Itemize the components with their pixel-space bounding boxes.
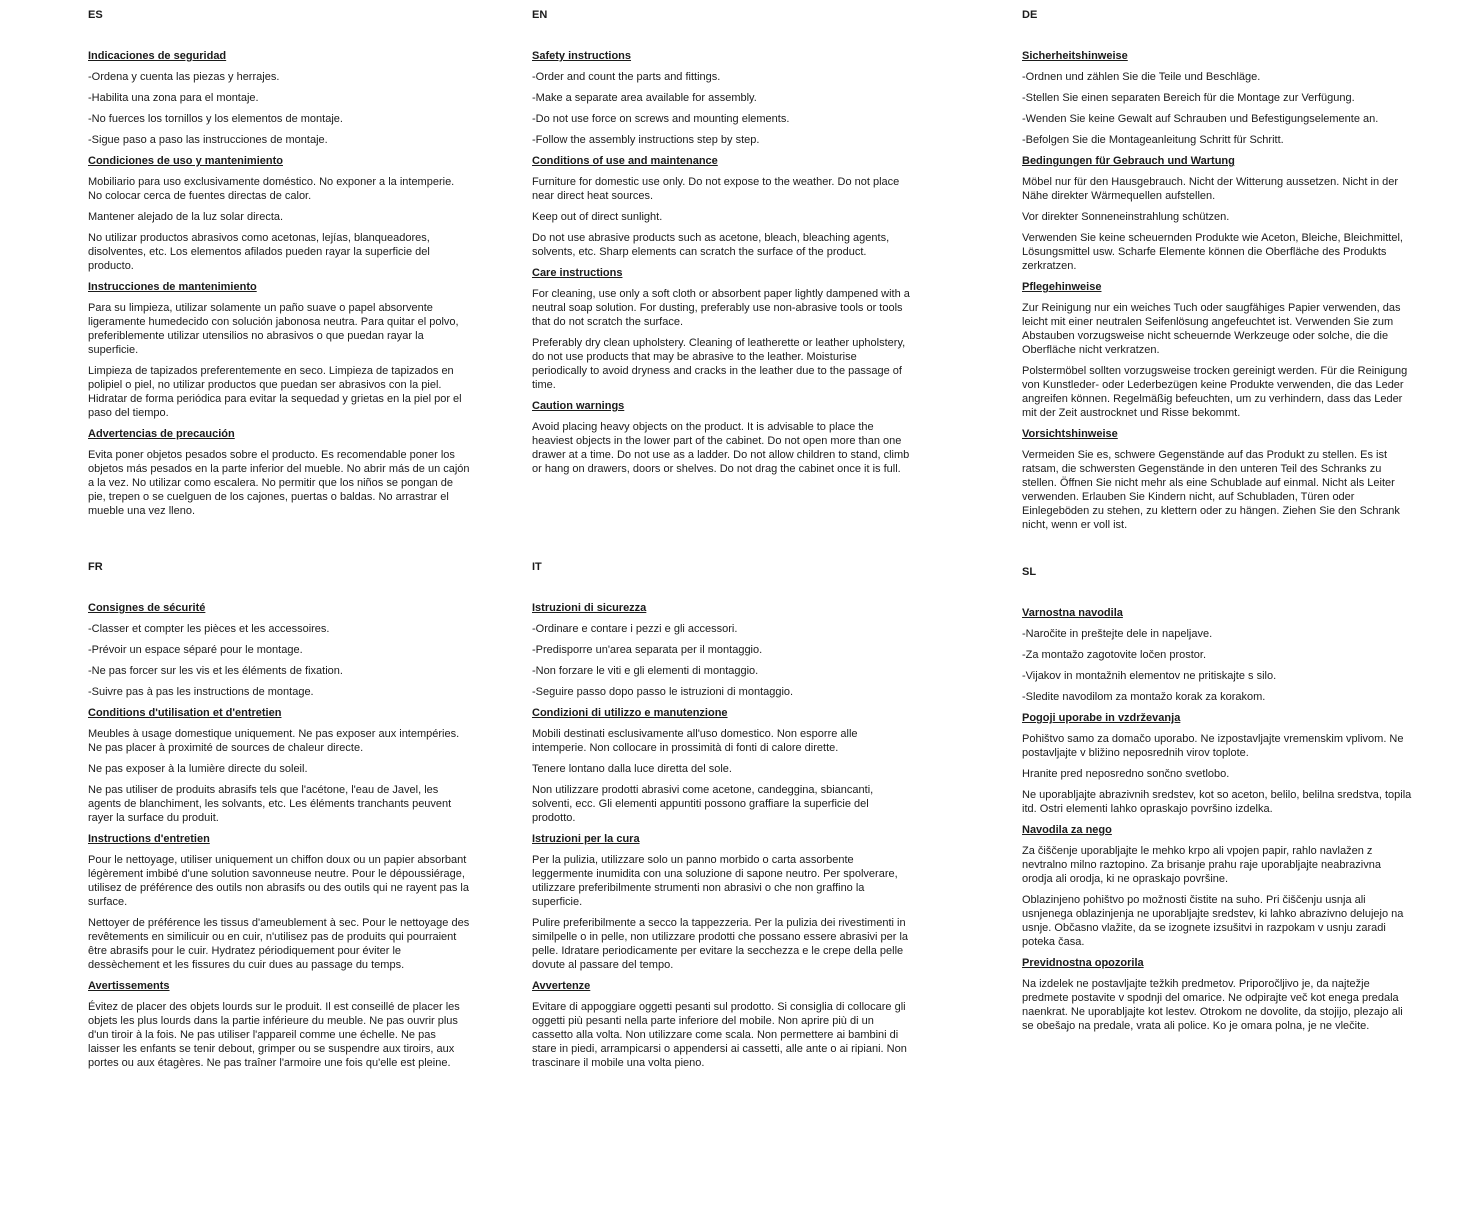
paragraph: -Suivre pas à pas les instructions de montage. — [88, 686, 314, 698]
paragraph: Evitare di appoggiare oggetti pesanti sul prodotto. Si consiglia di collocare gli oggetti più pesanti nella parte inferiore del mobile. Non aprire più di un cassetto alla volta. Non utilizzare come scala. Non permettere ai bambini di stare in piedi, arrampicarsi o appendersi ai cassetti, alle ante o ai ripiani. Non trascinare il mobile una volta pieno. — [532, 1001, 907, 1069]
paragraph: -Za montažo zagotovite ločen prostor. — [1022, 649, 1207, 661]
paragraph: -Sledite navodilom za montažo korak za korakom. — [1022, 691, 1266, 703]
language-label: EN — [532, 9, 548, 21]
paragraph: No utilizar productos abrasivos como acetonas, lejías, blanqueadores, disolventes, etc. Los elementos afilados pueden rayar la superficie del producto. — [88, 232, 430, 272]
section-heading: Consignes de sécurité — [88, 602, 206, 614]
paragraph: Za čiščenje uporabljajte le mehko krpo ali vpojen papir, rahlo navlažen z nevtralno milno raztopino. Za brisanje prahu raje uporabljajte neabrazivna orodja ali orodja, ki ne opraskajo površine. — [1022, 845, 1381, 885]
paragraph: -Follow the assembly instructions step by step. — [532, 134, 760, 146]
paragraph: Verwenden Sie keine scheuernden Produkte wie Aceton, Bleiche, Bleichmittel, Lösungsmittel usw. Scharfe Elemente können die Oberfläche des Produkts zerkratzen. — [1022, 232, 1403, 272]
paragraph: -Vijakov in montažnih elementov ne pritiskajte s silo. — [1022, 670, 1277, 682]
section-heading: Advertencias de precaución — [88, 428, 235, 440]
paragraph: Tenere lontano dalla luce diretta del sole. — [532, 763, 732, 775]
paragraph: -Ordena y cuenta las piezas y herrajes. — [88, 71, 280, 83]
paragraph: Ne pas exposer à la lumière directe du soleil. — [88, 763, 308, 775]
paragraph: Keep out of direct sunlight. — [532, 211, 663, 223]
language-section-es — [88, 8, 470, 525]
paragraph: -Stellen Sie einen separaten Bereich für die Montage zur Verfügung. — [1022, 92, 1355, 104]
paragraph: Limpieza de tapizados preferentemente en seco. Limpieza de tapizados en polipiel o piel, no utilizar productos que puedan ser abrasivos con la piel. Hidratar de forma periódica para evitar la sequedad y grietas en la piel por el paso del tiempo. — [88, 365, 462, 419]
paragraph: -Habilita una zona para el montaje. — [88, 92, 259, 104]
paragraph: Evita poner objetos pesados sobre el producto. Es recomendable poner los objetos más pesados en la parte inferior del mueble. No abrir más de un cajón a la vez. No utilizar como escalera. No permitir que los niños se pongan de pie, trepen o se cuelguen de los cajones, puertas o baldas. No arrastrar el mueble una vez lleno. — [88, 449, 470, 517]
paragraph: Oblazinjeno pohištvo po možnosti čistite na suho. Pri čiščenju usnja ali usnjenega oblazinjenja ne uporabljajte sredstev, ki lahko abrazivno delujejo na usnje. Občasno vlažite, da se izognete izsušitvi in razpokam v usnju zaradi poteka časa. — [1022, 894, 1404, 948]
paragraph: Ne pas utiliser de produits abrasifs tels que l'acétone, l'eau de Javel, les agents de blanchiment, les solvants, etc. Les éléments tranchants peuvent rayer la surface du produit. — [88, 784, 452, 824]
paragraph: Möbel nur für den Hausgebrauch. Nicht der Witterung aussetzen. Nicht in der Nähe direkter Wärmequellen aufstellen. — [1022, 176, 1399, 202]
section-heading: Instrucciones de mantenimiento — [88, 281, 257, 293]
section-heading: Istruzioni per la cura — [532, 833, 640, 845]
section-heading: Safety instructions — [532, 50, 632, 62]
section-heading: Sicherheitshinweise — [1022, 50, 1128, 62]
section-heading: Navodila za nego — [1022, 824, 1112, 836]
section-heading: Instructions d'entretien — [88, 833, 210, 845]
section-heading: Pflegehinweise — [1022, 281, 1102, 293]
section-heading: Vorsichtshinweise — [1022, 428, 1118, 440]
section-heading: Condizioni di utilizzo e manutenzione — [532, 707, 728, 719]
paragraph: Pour le nettoyage, utiliser uniquement un chiffon doux ou un papier absorbant légèrement imbibé d'une solution savonneuse neutre. Pour le dépoussiérage, utilisez de préférence des outils non abrasifs ou des outils qui ne rayent pas la surface. — [88, 854, 469, 908]
paragraph: Polstermöbel sollten vorzugsweise trocken gereinigt werden. Für die Reinigung von Kunstleder- oder Lederbezügen keine Produkte verwenden, die das Leder angreifen können. Regelmäßig befeuchten, um zu verhindern, dass das Leder mit der Zeit austrocknet und Risse bekommt. — [1022, 365, 1408, 419]
paragraph: Nettoyer de préférence les tissus d'ameublement à sec. Pour le nettoyage des revêtements en similicuir ou en cuir, n'utilisez pas de produits qui pourraient être abrasifs pour le cuir. Hydratez périodiquement pour éviter le dessèchement et les fissures du cuir dues au passage du temps. — [88, 917, 470, 971]
language-label: ES — [88, 9, 103, 21]
paragraph: -Prévoir un espace séparé pour le montage. — [88, 644, 303, 656]
paragraph: Hranite pred neposredno sončno svetlobo. — [1022, 768, 1230, 780]
paragraph: -Order and count the parts and fittings. — [532, 71, 721, 83]
paragraph: Furniture for domestic use only. Do not expose to the weather. Do not place near direct heat sources. — [532, 176, 900, 202]
language-label: SL — [1022, 566, 1037, 578]
section-heading: Caution warnings — [532, 400, 625, 412]
paragraph: -Ordinare e contare i pezzi e gli accessori. — [532, 623, 738, 635]
language-section-sl — [1022, 565, 1412, 1040]
language-section-fr — [88, 560, 470, 1077]
paragraph: Do not use abrasive products such as acetone, bleach, bleaching agents, solvents, etc. Sharp elements can scratch the surface of the product. — [532, 232, 890, 258]
paragraph: Mantener alejado de la luz solar directa. — [88, 211, 284, 223]
paragraph: -Predisporre un'area separata per il montaggio. — [532, 644, 763, 656]
language-section-de — [1022, 8, 1412, 539]
paragraph: Mobiliario para uso exclusivamente doméstico. No exponer a la intemperie. No colocar cerca de fuentes directas de calor. — [88, 176, 455, 202]
paragraph: Pohištvo samo za domačo uporabo. Ne izpostavljajte vremenskim vplivom. Ne postavljajte v bližino neposrednih virov toplote. — [1022, 733, 1404, 759]
language-section-it — [532, 560, 914, 1077]
paragraph: -Seguire passo dopo passo le istruzioni di montaggio. — [532, 686, 794, 698]
section-heading: Avvertenze — [532, 980, 591, 992]
paragraph: Mobili destinati esclusivamente all'uso domestico. Non esporre alle intemperie. Non collocare in prossimità di fonti di calore dirette. — [532, 728, 858, 754]
section-heading: Bedingungen für Gebrauch und Wartung — [1022, 155, 1235, 167]
section-heading: Conditions d'utilisation et d'entretien — [88, 707, 282, 719]
section-heading: Care instructions — [532, 267, 623, 279]
paragraph: -Ordnen und zählen Sie die Teile und Beschläge. — [1022, 71, 1261, 83]
section-heading: Istruzioni di sicurezza — [532, 602, 647, 614]
paragraph: -Make a separate area available for assembly. — [532, 92, 757, 104]
paragraph: For cleaning, use only a soft cloth or absorbent paper lightly dampened with a neutral soap solution. For dusting, preferably use non-abrasive tools or tools that do not scratch the surface. — [532, 288, 910, 328]
paragraph: Non utilizzare prodotti abrasivi come acetone, candeggina, sbiancanti, solventi, ecc. Gli elementi appuntiti possono graffiare la superficie del prodotto. — [532, 784, 874, 824]
paragraph: -Wenden Sie keine Gewalt auf Schrauben und Befestigungselemente an. — [1022, 113, 1379, 125]
paragraph: Pulire preferibilmente a secco la tappezzeria. Per la pulizia dei rivestimenti in similpelle o in pelle, non utilizzare prodotti che possano essere abrasivi per la pelle. Idratare periodicamente per evitare la secchezza e le crepe della pelle dovute al passare del tempo. — [532, 917, 909, 971]
paragraph: -Classer et compter les pièces et les accessoires. — [88, 623, 330, 635]
paragraph: Para su limpieza, utilizar solamente un paño suave o papel absorvente ligeramente humedecido con solución jabonosa neutra. Para quitar el polvo, preferiblemente utilizar utensilios no abrasivos o que puedan rayar la superficie. — [88, 302, 459, 356]
section-heading: Previdnostna opozorila — [1022, 957, 1144, 969]
section-heading: Indicaciones de seguridad — [88, 50, 227, 62]
paragraph: Avoid placing heavy objects on the product. It is advisable to place the heaviest objects in the lower part of the cabinet. Do not open more than one drawer at a time. Do not use as a ladder. Do not allow children to stand, climb or hang on drawers, doors or shelves. Do not drag the cabinet once it is full. — [532, 421, 910, 475]
paragraph: -Befolgen Sie die Montageanleitung Schritt für Schritt. — [1022, 134, 1284, 146]
paragraph: -Non forzare le viti e gli elementi di montaggio. — [532, 665, 759, 677]
section-heading: Pogoji uporabe in vzdrževanja — [1022, 712, 1181, 724]
section-heading: Condiciones de uso y mantenimiento — [88, 155, 283, 167]
paragraph: Zur Reinigung nur ein weiches Tuch oder saugfähiges Papier verwenden, das leicht mit einer neutralen Seifenlösung angefeuchtet ist. Verwenden Sie zum Abstauben vorzugsweise nicht scheuernde Werkzeuge oder solche, die die Oberfläche nicht verkratzen. — [1022, 302, 1401, 356]
section-heading: Conditions of use and maintenance — [532, 155, 718, 167]
paragraph: -Sigue paso a paso las instrucciones de montaje. — [88, 134, 328, 146]
paragraph: -No fuerces los tornillos y los elementos de montaje. — [88, 113, 343, 125]
language-label: FR — [88, 561, 103, 573]
language-label: IT — [532, 561, 542, 573]
paragraph: -Ne pas forcer sur les vis et les éléments de fixation. — [88, 665, 343, 677]
language-label: DE — [1022, 9, 1038, 21]
paragraph: Na izdelek ne postavljajte težkih predmetov. Priporočljivo je, da najtežje predmete postavite v spodnji del omarice. Ne odpirajte več kot enega predala naenkrat. Ne uporabljajte kot lestev. Otrokom ne dovolite, da stojijo, plezajo ali se obešajo na predale, vrata ali police. Ko je omara polna, je ne vlečite. — [1022, 978, 1403, 1032]
paragraph: Meubles à usage domestique uniquement. Ne pas exposer aux intempéries. Ne pas placer à proximité de sources de chaleur directe. — [88, 728, 460, 754]
paragraph: Preferably dry clean upholstery. Cleaning of leatherette or leather upholstery, do not use products that may be abrasive to the leather. Moisturise periodically to avoid dryness and cracks in the leather due to the passage of time. — [532, 337, 906, 391]
paragraph: Évitez de placer des objets lourds sur le produit. Il est conseillé de placer les objets les plus lourds dans la partie inférieure du meuble. Ne pas ouvrir plus d'un tiroir à la fois. Ne pas utiliser l'appareil comme une échelle. Ne pas laisser les enfants se tenir debout, grimper ou se suspendre aux tiroirs, aux portes ou aux étagères. Ne pas traîner l'armoire une fois qu'elle est pleine. — [88, 1001, 460, 1069]
paragraph: -Do not use force on screws and mounting elements. — [532, 113, 790, 125]
section-heading: Avertissements — [88, 980, 170, 992]
section-heading: Varnostna navodila — [1022, 607, 1123, 619]
language-section-en — [532, 8, 914, 483]
paragraph: Vermeiden Sie es, schwere Gegenstände auf das Produkt zu stellen. Es ist ratsam, die schwersten Gegenstände in den unteren Teil des Schranks zu stellen. Öffnen Sie nicht mehr als eine Schublade auf einmal. Nicht als Leiter verwenden. Erlauben Sie Kindern nicht, auf Schubladen, Türen oder Einlegeböden zu stehen, zu klettern oder zu hängen. Ziehen Sie den Schrank nicht, wenn er voll ist. — [1022, 449, 1400, 531]
paragraph: -Naročite in preštejte dele in napeljave. — [1022, 628, 1213, 640]
paragraph: Ne uporabljajte abrazivnih sredstev, kot so aceton, belilo, belilna sredstva, topila itd. Ostri elementi lahko opraskajo površino izdelka. — [1022, 789, 1412, 815]
paragraph: Per la pulizia, utilizzare solo un panno morbido o carta assorbente leggermente inumidita con una soluzione di sapone neutro. Per spolverare, utilizzare preferibilmente strumenti non abrasivi o che non graffino la superficie. — [532, 854, 898, 908]
paragraph: Vor direkter Sonneneinstrahlung schützen. — [1022, 211, 1230, 223]
